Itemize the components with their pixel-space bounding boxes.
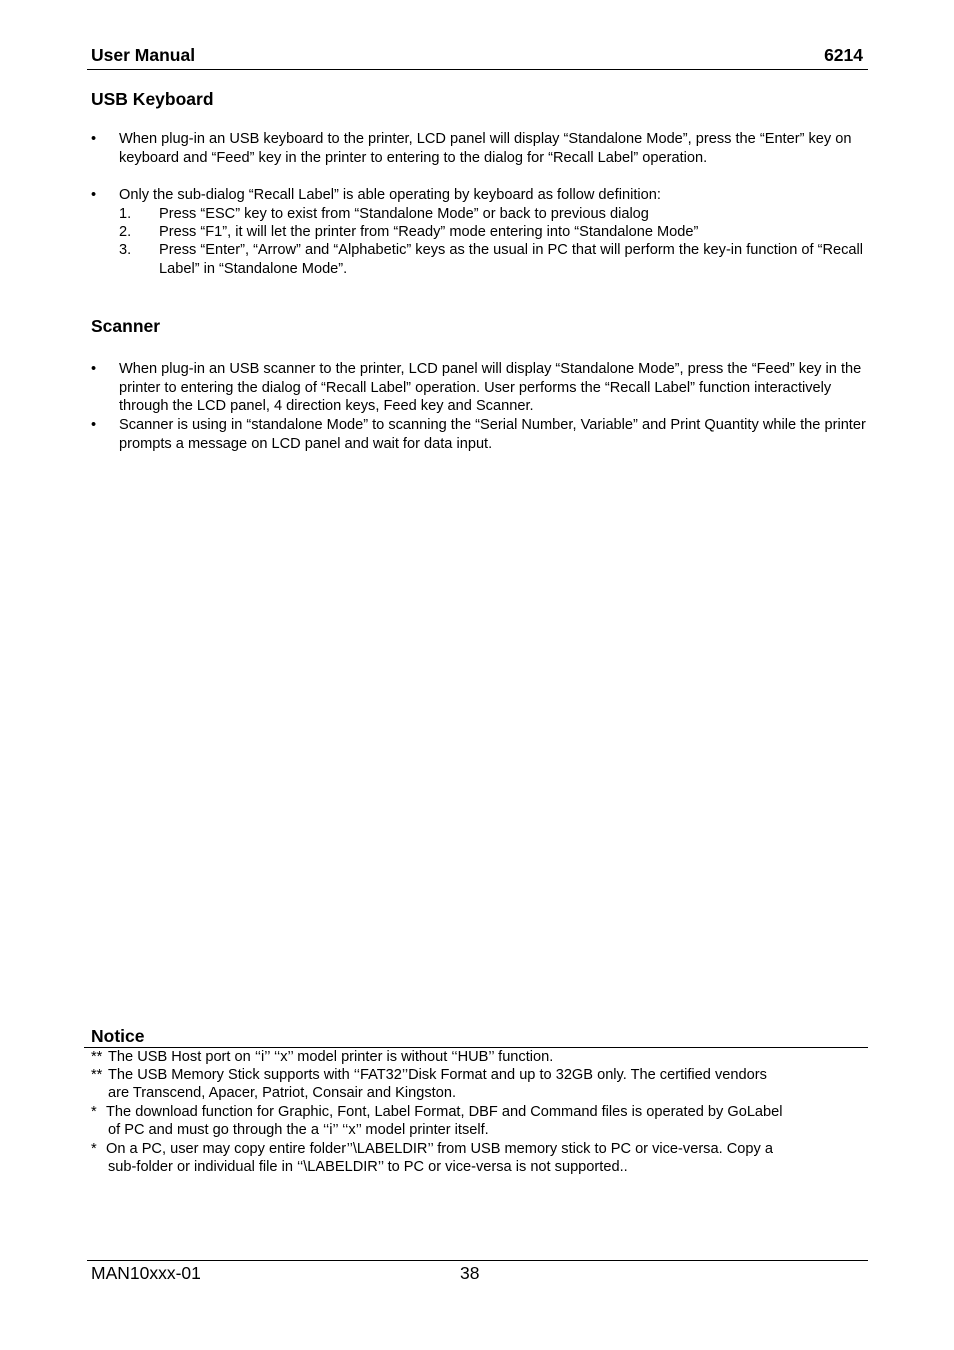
step-text: Press “Enter”, “Arrow” and “Alphabetic” keys as the usual in PC that will perform the key-in function of “Recall Label” in “Standalone Mode”. xyxy=(159,242,864,277)
notice-text: The USB Host port on ‘‘i’’ ‘‘x’’ model printer is without ‘‘HUB’’ function. xyxy=(108,1049,554,1065)
section-heading-scanner: Scanner xyxy=(91,316,161,336)
step-number: 3. xyxy=(119,242,132,258)
header-divider xyxy=(87,69,868,70)
bullet-icon: • xyxy=(91,131,97,147)
bullet-text: When plug-in an USB scanner to the printer, LCD panel will display “Standalone Mode”, press the “Feed” key in the printer to entering the dialog of “Recall Label” operation. User performs the “Recall Label” function interactively through the LCD panel, 4 direction keys, Feed key and Scanner. xyxy=(119,361,862,415)
notice-text-continued: of PC and must go through the a ‘‘i’’ ‘‘x’’ model printer itself. xyxy=(108,1122,489,1139)
notice-item xyxy=(91,1140,861,1177)
notice-text: On a PC, user may copy entire folder’’\LABELDIR’’ from USB memory stick to PC or vice-versa. Copy a xyxy=(106,1141,773,1157)
notice-text: The USB Memory Stick supports with ‘‘FAT32’’Disk Format and up to 32GB only. The certified vendors xyxy=(108,1067,767,1083)
footer-divider xyxy=(87,1260,868,1261)
list-item xyxy=(91,130,866,167)
bullet-text: Scanner is using in “standalone Mode” to scanning the “Serial Number, Variable” and Print Quantity while the printer prompts a message on LCD panel and wait for data input. xyxy=(119,417,866,452)
notice-mark: ** xyxy=(91,1067,103,1083)
list-item xyxy=(91,186,866,205)
notice-mark: * xyxy=(91,1141,97,1157)
header-model: 6214 xyxy=(824,45,863,65)
bullet-icon: • xyxy=(91,417,97,433)
numbered-step xyxy=(119,241,866,278)
header-title: User Manual xyxy=(91,45,196,65)
notice-text-continued: sub-folder or individual file in ‘‘\LABELDIR’’ to PC or vice-versa is not supported.. xyxy=(108,1159,628,1176)
notice-mark: * xyxy=(91,1104,97,1120)
notice-item xyxy=(91,1066,861,1103)
list-item xyxy=(91,416,866,453)
section-heading-notice: Notice xyxy=(91,1026,145,1046)
notice-text: The download function for Graphic, Font, Label Format, DBF and Command files is operated by GoLabel xyxy=(106,1104,783,1120)
page-number: 38 xyxy=(460,1263,480,1283)
bullet-icon: • xyxy=(91,361,97,377)
notice-mark: ** xyxy=(91,1049,103,1065)
bullet-text: When plug-in an USB keyboard to the printer, LCD panel will display “Standalone Mode”, press the “Enter” key on keyboard and “Feed” key in the printer to entering to the dialog for “Recall Label” operation. xyxy=(119,131,852,166)
bullet-text: Only the sub-dialog “Recall Label” is able operating by keyboard as follow definition: xyxy=(119,187,661,203)
step-text: Press “F1”, it will let the printer from “Ready” mode entering into “Standalone Mode” xyxy=(159,224,699,240)
step-text: Press “ESC” key to exist from “Standalone Mode” or back to previous dialog xyxy=(159,206,649,222)
step-number: 2. xyxy=(119,224,132,240)
footer-doc-id: MAN10xxx-01 xyxy=(91,1263,201,1283)
notice-text-continued: are Transcend, Apacer, Patriot, Consair and Kingston. xyxy=(108,1085,457,1102)
notice-item xyxy=(91,1048,861,1066)
numbered-step xyxy=(119,223,866,242)
section-heading-usb-keyboard: USB Keyboard xyxy=(91,89,214,109)
page-header xyxy=(91,45,863,67)
notice-item xyxy=(91,1103,861,1140)
bullet-icon: • xyxy=(91,187,97,203)
list-item xyxy=(91,360,866,416)
step-number: 1. xyxy=(119,206,132,222)
numbered-step xyxy=(119,205,866,224)
